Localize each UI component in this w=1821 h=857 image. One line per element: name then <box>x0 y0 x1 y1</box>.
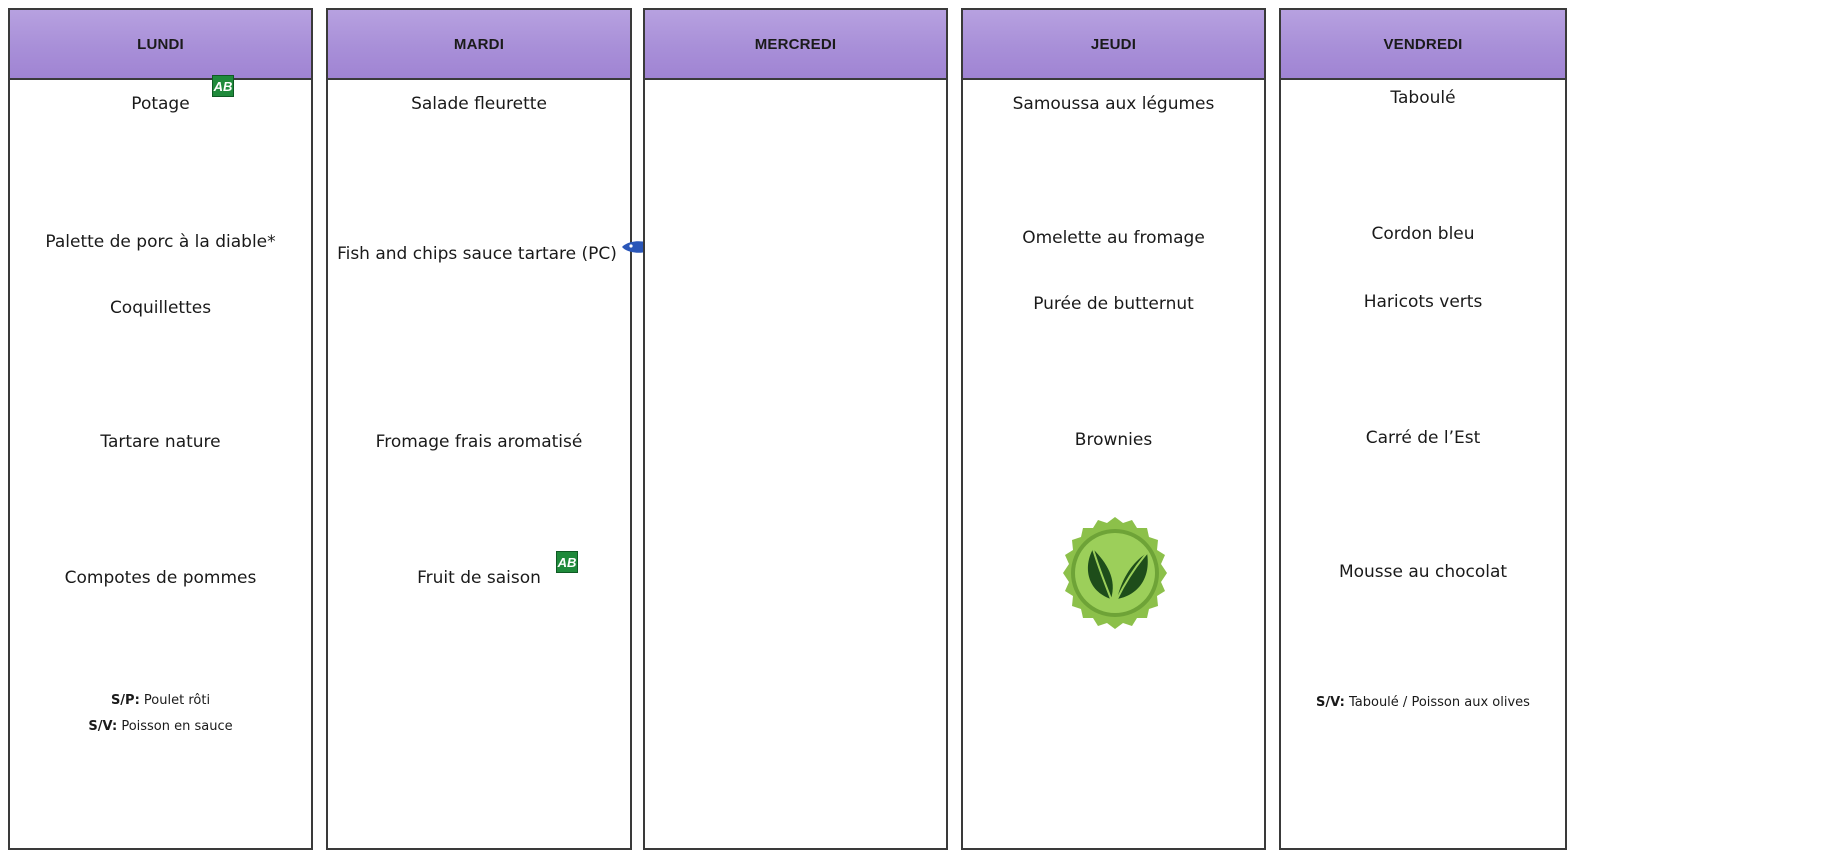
side-dish-item: Haricots verts <box>1363 292 1483 312</box>
starter-item: Taboulé <box>1390 88 1456 108</box>
organic-ab-icon: AB <box>556 551 578 573</box>
day-header-lundi <box>10 10 311 80</box>
day-title: LUNDI <box>137 35 184 53</box>
alternatives-note <box>1281 690 1565 716</box>
alternative-line: S/V: Taboulé / Poisson aux olives <box>1316 695 1530 710</box>
dessert-item: Compotes de pommes <box>64 568 257 588</box>
dessert-item: Fruit de saison <box>417 568 541 588</box>
day-column-lundi <box>8 8 313 850</box>
day-column-jeudi <box>961 8 1266 850</box>
day-title: MARDI <box>453 35 505 53</box>
side-dish-item: Purée de butternut <box>1033 294 1194 314</box>
day-header-mercredi <box>645 10 946 80</box>
day-header-vendredi <box>1281 10 1565 80</box>
day-column-vendredi <box>1279 8 1567 850</box>
dairy-item: Tartare nature <box>100 432 221 452</box>
starter-item: Potage <box>131 94 190 114</box>
starter-item: Salade fleurette <box>411 94 547 114</box>
main-dish-item: Omelette au fromage <box>1022 228 1205 248</box>
alternatives-note <box>10 688 311 740</box>
day-header-jeudi <box>963 10 1264 80</box>
day-column-mardi <box>326 8 632 850</box>
main-dish-item: Cordon bleu <box>1371 224 1475 244</box>
side-dish-item: Coquillettes <box>109 298 212 318</box>
day-header-mardi <box>328 10 630 80</box>
main-dish-item: Fish and chips sauce tartare (PC) <box>337 244 617 264</box>
day-column-mercredi <box>643 8 948 850</box>
day-title: MERCREDI <box>754 35 837 53</box>
starter-item: Samoussa aux légumes <box>1012 94 1215 114</box>
main-dish-item: Palette de porc à la diable* <box>45 232 276 252</box>
dessert-item: Mousse au chocolat <box>1338 562 1508 582</box>
organic-ab-icon: AB <box>212 75 234 97</box>
dessert-item: Brownies <box>1074 430 1153 450</box>
dairy-item: Fromage frais aromatisé <box>375 432 583 452</box>
dairy-item: Carré de l’Est <box>1365 428 1481 448</box>
vegetarian-leaf-seal-icon <box>1057 515 1173 631</box>
day-title: VENDREDI <box>1383 35 1463 53</box>
day-title: JEUDI <box>1090 35 1137 53</box>
alternative-line: S/P: Poulet rôti <box>110 693 211 708</box>
alternative-line: S/V: Poisson en sauce <box>88 719 233 734</box>
